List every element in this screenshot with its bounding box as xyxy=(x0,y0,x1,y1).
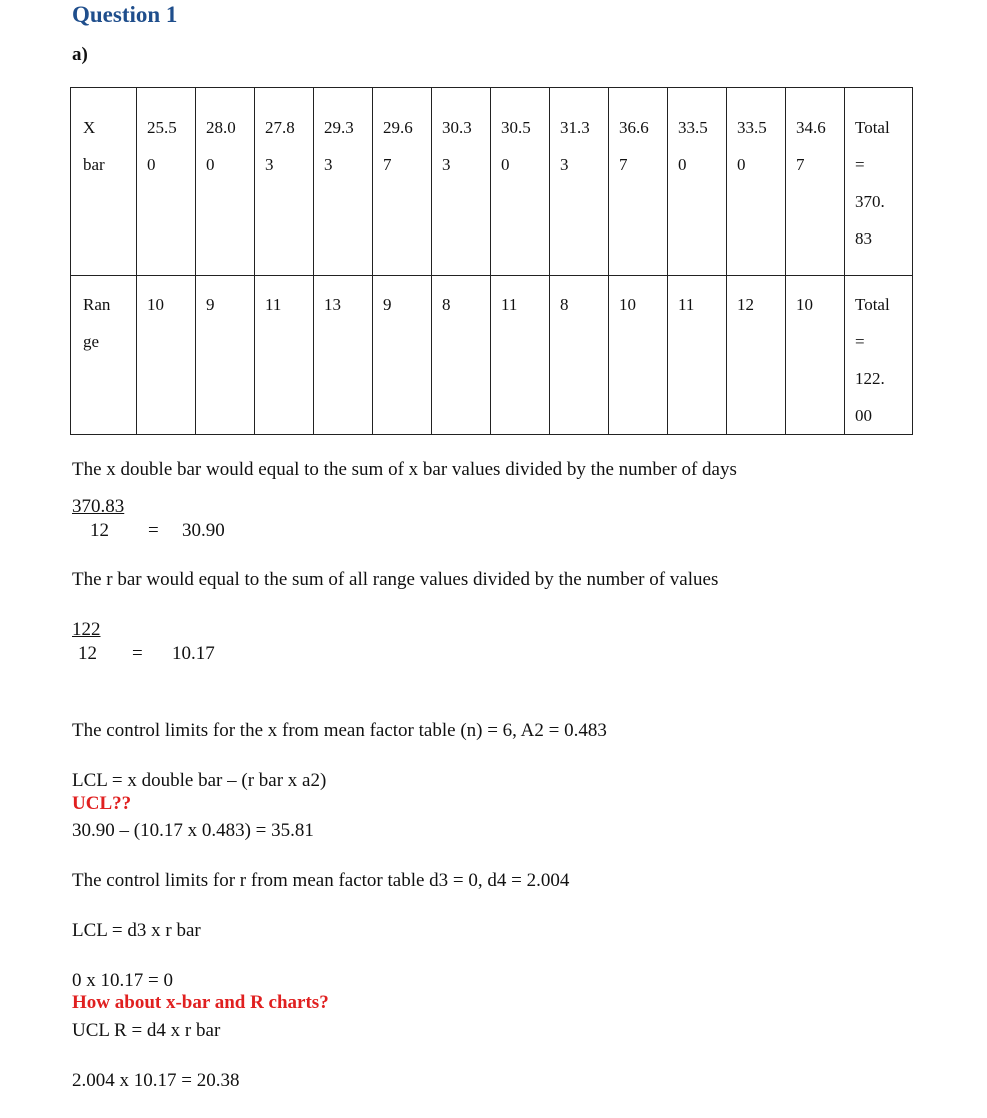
rchart-limits xyxy=(72,843,569,1118)
rbar-numerator: 122 xyxy=(72,619,101,640)
rchart-ucl-calc: 2.004 x 10.17 = 20.38 xyxy=(72,1070,240,1091)
table-cell: 8 xyxy=(550,276,609,435)
table-cell: 11 xyxy=(255,276,314,435)
part-label: a) xyxy=(72,44,88,65)
rchart-lcl-formula: LCL = d3 x r bar xyxy=(72,920,201,941)
table-cell: 10 xyxy=(137,276,196,435)
table-cell: 34.6 7 xyxy=(786,88,845,276)
table-cell: 33.5 0 xyxy=(727,88,786,276)
xbar-equals: = xyxy=(148,520,159,541)
table-row-xbar xyxy=(71,88,913,276)
rbar-result: 10.17 xyxy=(172,643,215,664)
table-cell: 27.8 3 xyxy=(255,88,314,276)
table-cell: 10 xyxy=(786,276,845,435)
rbar-explanation: The r bar would equal to the sum of all range values divided by the number of values xyxy=(72,569,719,590)
rbar-denominator: 12 xyxy=(78,643,97,664)
table-cell: 11 xyxy=(491,276,550,435)
rchart-lcl-calc: 0 x 10.17 = 0 xyxy=(72,970,173,991)
table-cell: 36.6 7 xyxy=(609,88,668,276)
table-cell: 30.5 0 xyxy=(491,88,550,276)
table-cell: 33.5 0 xyxy=(668,88,727,276)
table-cell: 10 xyxy=(609,276,668,435)
table-cell: 29.6 7 xyxy=(373,88,432,276)
rchart-limits-line: The control limits for r from mean factor table d3 = 0, d4 = 2.004 xyxy=(72,870,570,891)
rchart-ucl-formula: UCL R = d4 x r bar xyxy=(72,1020,221,1041)
table-cell: 9 xyxy=(373,276,432,435)
table-cell: 13 xyxy=(314,276,373,435)
table-cell: 9 xyxy=(196,276,255,435)
xchart-limits-line: The control limits for the x from mean factor table (n) = 6, A2 = 0.483 xyxy=(72,720,607,741)
table-total-range: Total = 122. 00 xyxy=(845,276,913,435)
xbar-explanation: The x double bar would equal to the sum of x bar values divided by the number of days xyxy=(72,459,737,480)
charts-question: How about x-bar and R charts? xyxy=(72,992,329,1013)
table-cell: 8 xyxy=(432,276,491,435)
table-cell: 11 xyxy=(668,276,727,435)
question-heading: Question 1 xyxy=(72,2,178,27)
table-cell: 31.3 3 xyxy=(550,88,609,276)
xbar-result: 30.90 xyxy=(182,520,225,541)
xchart-lcl-formula: LCL = x double bar – (r bar x a2) xyxy=(72,770,327,791)
ucl-question: UCL?? xyxy=(72,793,132,814)
xchart-lcl-calc: 30.90 – (10.17 x 0.483) = 35.81 xyxy=(72,820,314,841)
table-cell: 28.0 0 xyxy=(196,88,255,276)
table-total-xbar: Total = 370. 83 xyxy=(845,88,913,276)
table-cell: 30.3 3 xyxy=(432,88,491,276)
xchart-limits xyxy=(72,693,607,868)
row-label-range: Ran ge xyxy=(71,276,137,435)
table-row-range xyxy=(71,276,913,435)
table-cell: 25.5 0 xyxy=(137,88,196,276)
rbar-equals: = xyxy=(132,643,143,664)
xbar-denominator: 12 xyxy=(90,520,109,541)
data-table xyxy=(70,87,913,435)
row-label-xbar: X bar xyxy=(71,88,137,276)
table-cell: 29.3 3 xyxy=(314,88,373,276)
table-cell: 12 xyxy=(727,276,786,435)
xbar-numerator: 370.83 xyxy=(72,496,125,517)
